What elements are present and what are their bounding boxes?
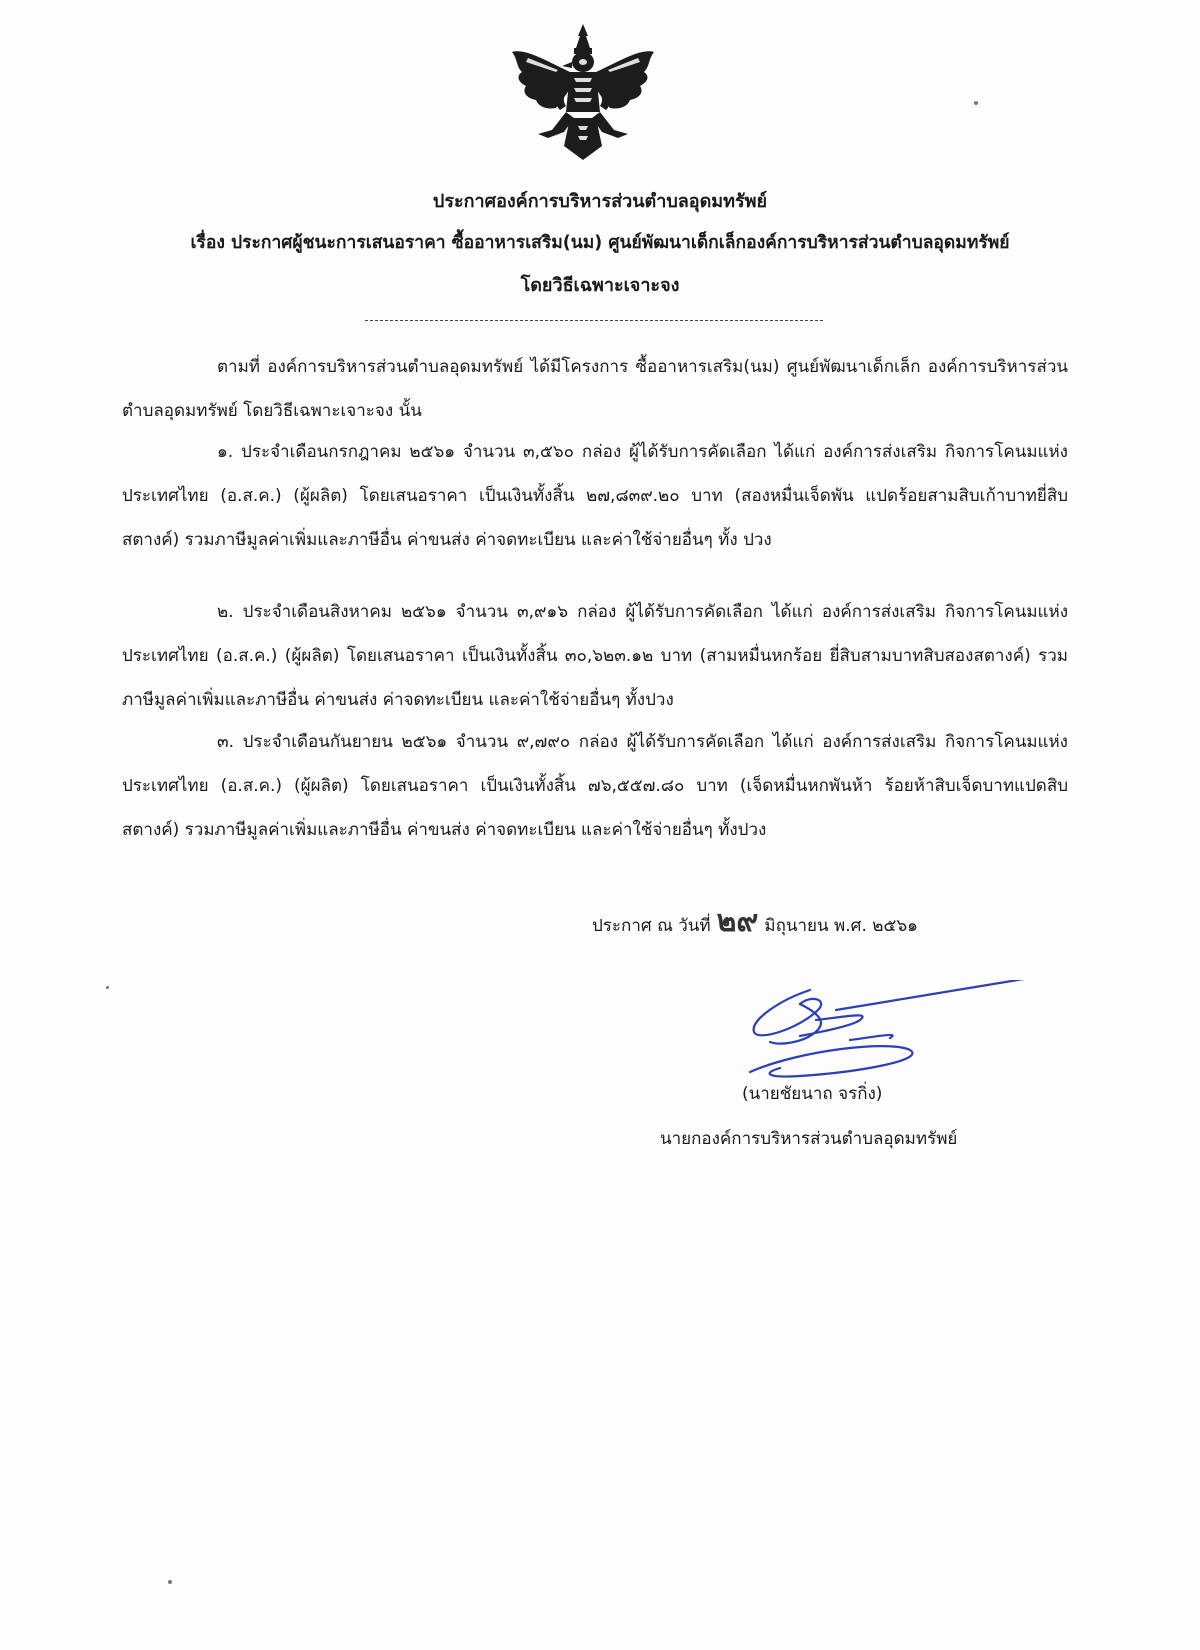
scan-speck (974, 101, 978, 105)
scan-speck (106, 986, 109, 989)
date-suffix: มิถุนายน พ.ศ. ๒๕๖๑ (764, 916, 918, 936)
announcement-title: ประกาศองค์การบริหารส่วนตำบลอุดมทรัพย์ (432, 191, 768, 212)
signer-position: นายกองค์การบริหารส่วนตำบลอุดมทรัพย์ (660, 1129, 958, 1149)
item-text-1: ๑. ประจำเดือนกรกฎาคม ๒๕๖๑ จำนวน ๓,๕๖๐ กล่อง ผู้ได้รับการคัดเลือก ได้แก่ องค์การส่งเสริม กิจการโคนมแห่งประเทศไทย (อ.ส.ค.) (ผู้ผลิต) โดยเสนอราคา เป็นเงินทั้งสิ้น ๒๗,๘๓๙.๒๐ บาท (สองหมื่นเจ็ดพัน แปดร้อยสามสิบเก้าบาทยี่สิบสตางค์) รวมภาษีมูลค่าเพิ่มและภาษีอื่น ค่าขนส่ง ค่าจดทะเบียน และค่าใช้จ่ายอื่นๆ ทั้ง ปวง (122, 442, 1068, 550)
item-text-3: ๓. ประจำเดือนกันยายน ๒๕๖๑ จำนวน ๙,๗๙๐ กล่อง ผู้ได้รับการคัดเลือก ได้แก่ องค์การส่งเสริม กิจการโคนมแห่งประเทศไทย (อ.ส.ค.) (ผู้ผลิต) โดยเสนอราคา เป็นเงินทั้งสิ้น ๗๖,๕๕๗.๘๐ บาท (เจ็ดหมื่นหกพันห้า ร้อยห้าสิบเจ็ดบาทแปดสิบสตางค์) รวมภาษีมูลค่าเพิ่มและภาษีอื่น ค่าขนส่ง ค่าจดทะเบียน และค่าใช้จ่ายอื่นๆ ทั้งปวง (122, 732, 1068, 840)
dashed-separator (365, 320, 823, 321)
item-paragraph-3 (122, 720, 1068, 852)
item-text-2: ๒. ประจำเดือนสิงหาคม ๒๕๖๑ จำนวน ๓,๙๑๖ กล่อง ผู้ได้รับการคัดเลือก ได้แก่ องค์การส่งเสริม กิจการโคนมแห่งประเทศไทย (อ.ส.ค.) (ผู้ผลิต) โดยเสนอราคา เป็นเงินทั้งสิ้น ๓๐,๖๒๓.๑๒ บาท (สามหมื่นหกร้อย ยี่สิบสามบาทสิบสองสตางค์) รวมภาษีมูลค่าเพิ่มและภาษีอื่น ค่าขนส่ง ค่าจดทะเบียน และค่าใช้จ่ายอื่นๆ ทั้งปวง (122, 602, 1068, 710)
intro-text: ตามที่ องค์การบริหารส่วนตำบลอุดมทรัพย์ ได้มีโครงการ ซื้ออาหารเสริม(นม) ศูนย์พัฒนาเด็กเล็ก องค์การบริหารส่วนตำบลอุดมทรัพย์ โดยวิธีเฉพาะเจาะจง นั้น (122, 357, 1068, 421)
intro-paragraph (122, 345, 1068, 433)
announcement-method: โดยวิธีเฉพาะเจาะจง (520, 275, 680, 296)
announcement-subject: เรื่อง ประกาศผู้ชนะการเสนอราคา ซื้ออาหารเสริม(นม) ศูนย์พัฒนาเด็กเล็กองค์การบริหารส่วนตำบลอุดมทรัพย์ (190, 233, 1010, 253)
scan-speck (168, 1580, 172, 1584)
garuda-emblem-icon (508, 22, 658, 162)
signer-name: (นายชัยนาถ จรกิ่ง) (742, 1084, 883, 1104)
announcement-date (592, 898, 918, 945)
item-paragraph-2 (122, 590, 1068, 722)
date-prefix: ประกาศ ณ วันที่ (592, 916, 711, 936)
signature-mark (740, 980, 1080, 1090)
date-day-handwritten: ๒๙ (716, 904, 759, 939)
item-paragraph-1 (122, 430, 1068, 562)
